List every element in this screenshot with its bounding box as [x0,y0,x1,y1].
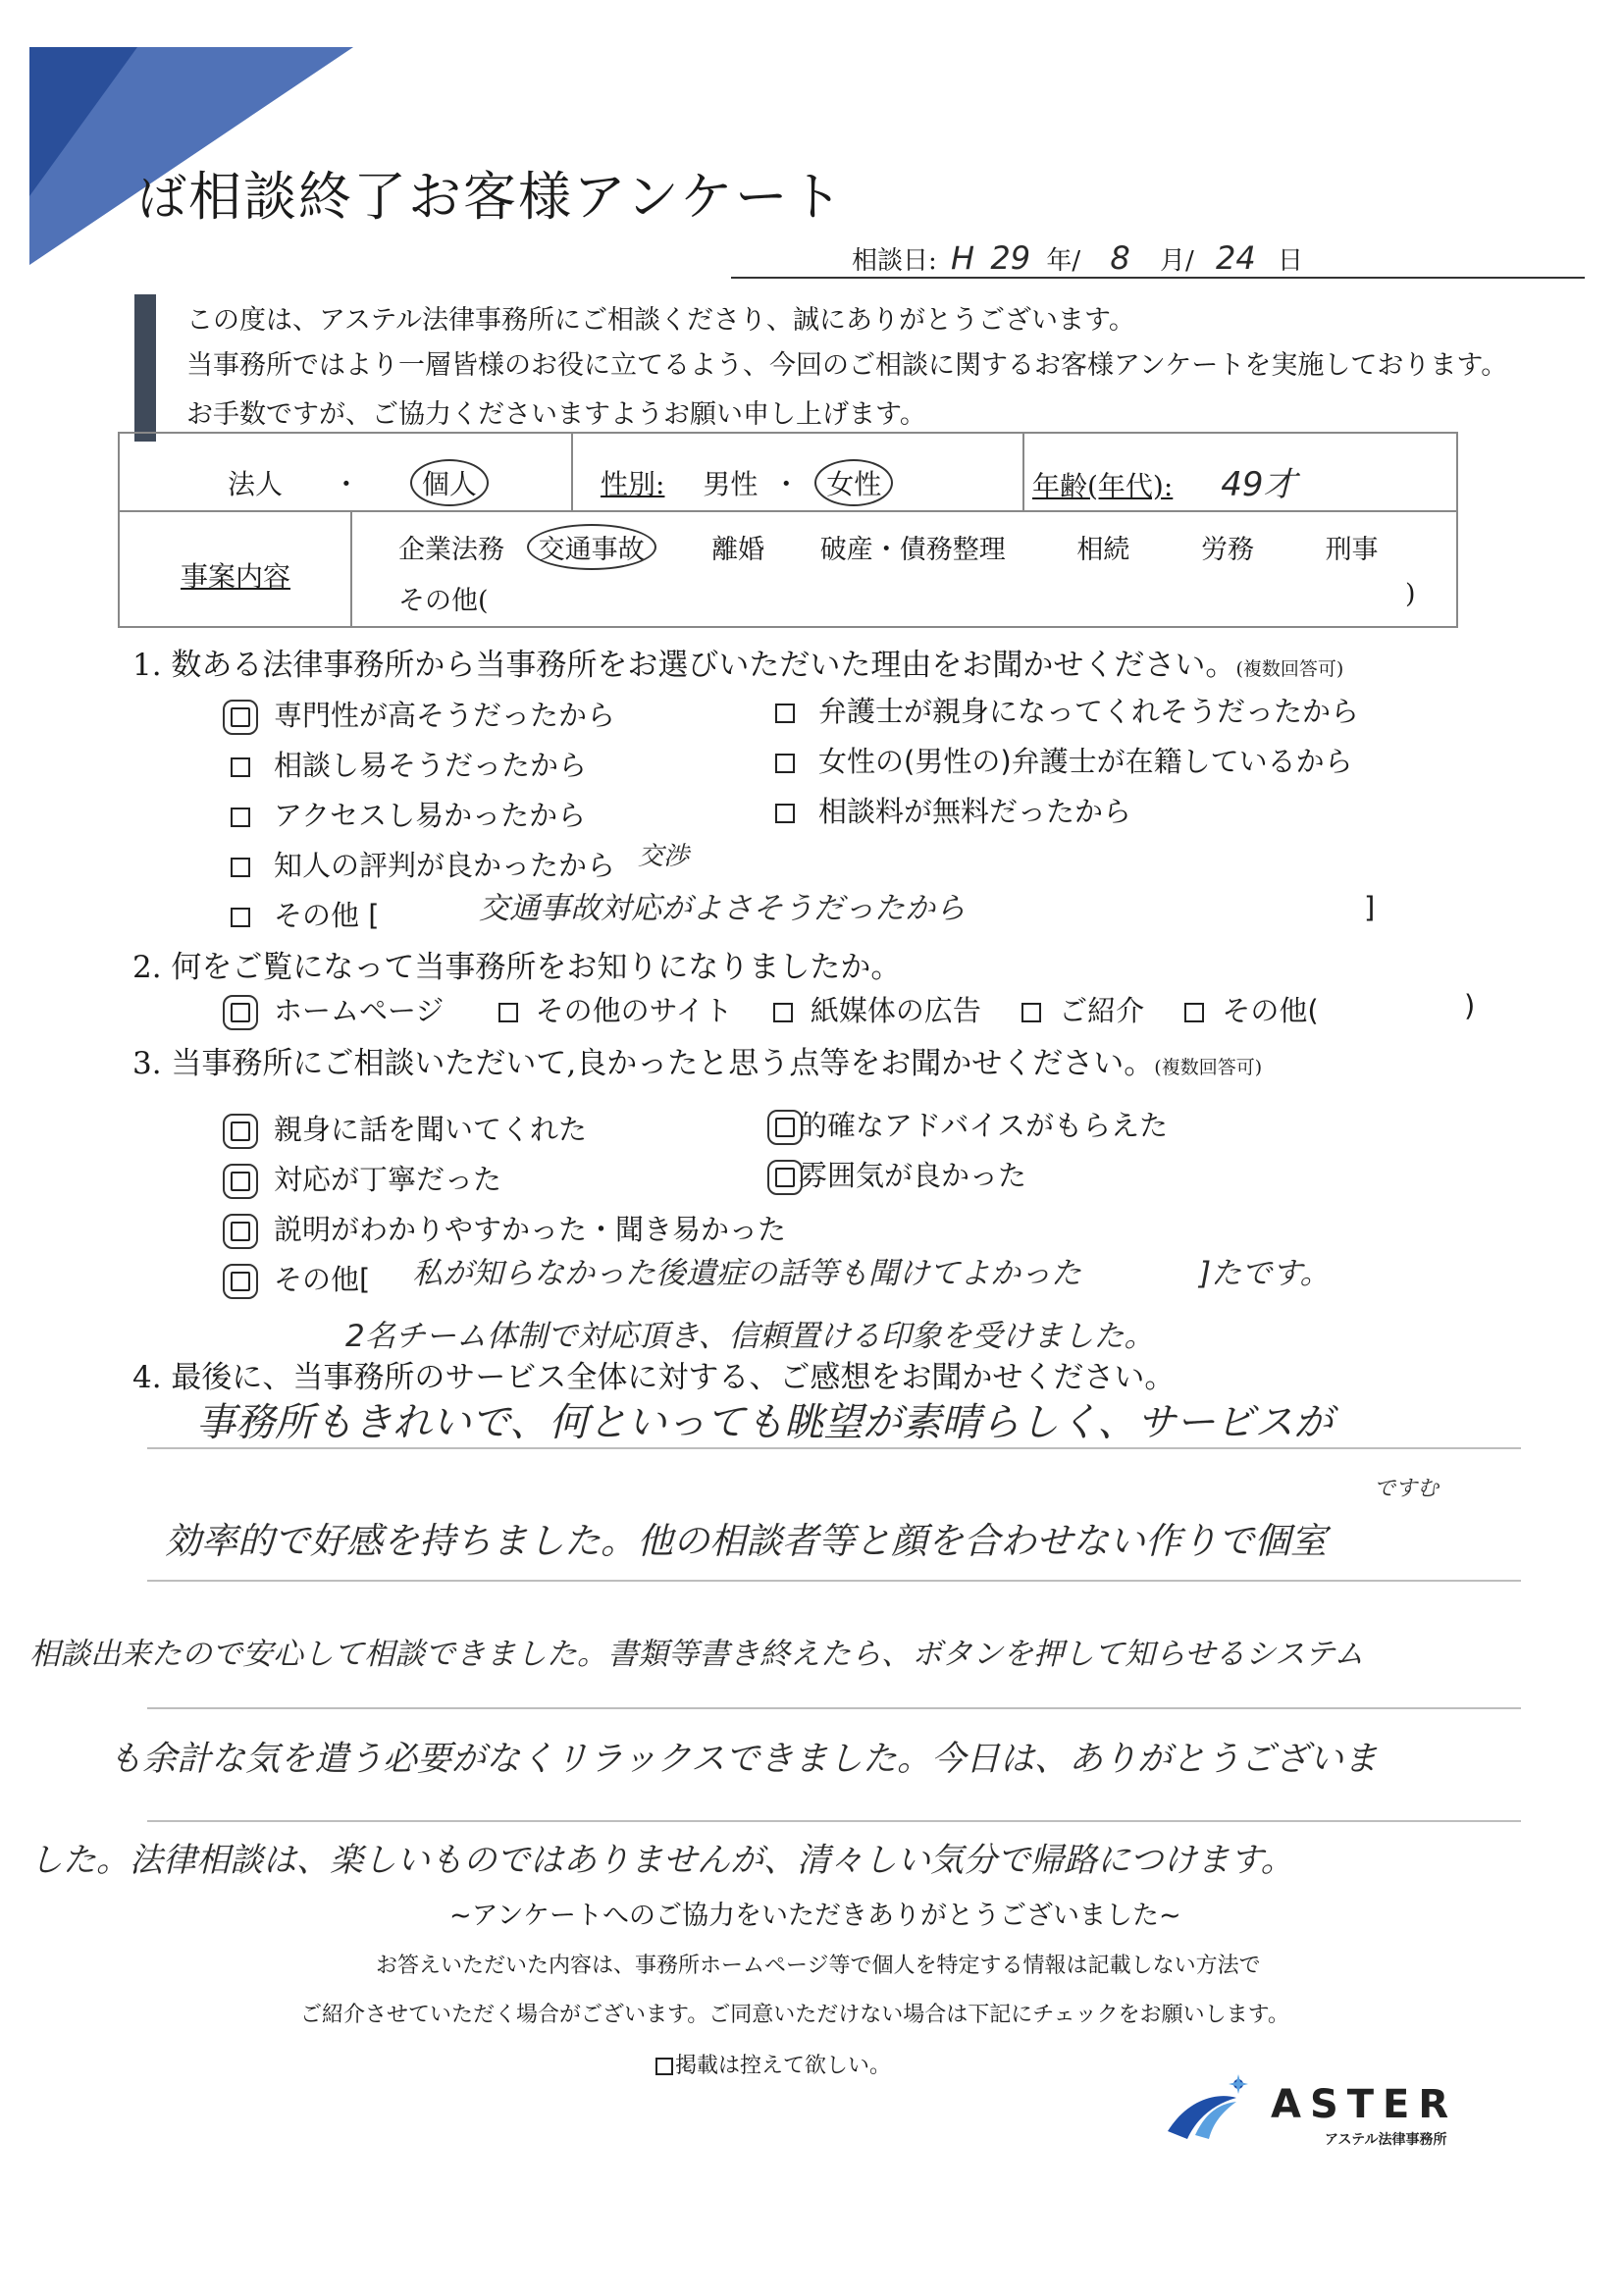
q3-other-text[interactable]: 私が知らなかった後遺症の話等も聞けてよかった [412,1256,1081,1291]
case-inheritance[interactable]: 相続 [1076,535,1130,565]
optout-option[interactable]: 掲載は控えて欲しい。 [655,2049,891,2079]
q1-title: 1. 数ある法律事務所から当事務所をお選びいただいた理由をお聞かせください。(複数回答可) [132,648,1344,683]
q3-option-other[interactable]: その他[ [231,1255,786,1305]
q3-other-text-2[interactable]: 2名チーム体制で対応頂き、信頼置ける印象を受けました。 [345,1319,1155,1354]
q4-insert: ですむ [1374,1477,1440,1501]
q3-right-options [775,1101,1168,1201]
q4-line-1[interactable]: 事務所もきれいで、何といっても眺望が素晴らしく、サービスが [196,1400,1334,1445]
q4-line-4[interactable]: も余計な気を遣う必要がなくリラックスできました。今日は、ありがとうございま [108,1740,1378,1779]
case-criminal[interactable]: 刑事 [1325,535,1379,565]
footer-note-1: お答えいただいた内容は、事務所ホームページ等で個人を特定する情報は記載しない方法で [376,1954,1261,1978]
corp-option[interactable]: 法人 [228,468,284,500]
checkbox-icon[interactable] [775,754,795,773]
checkbox-icon[interactable] [231,1222,250,1241]
checkbox-icon[interactable] [773,1003,793,1022]
consult-date: 相談日: H 29 年/ 8 月/ 24 日 [852,239,1304,277]
corner-banner [0,0,412,294]
answer-line [147,1447,1521,1449]
checkbox-icon[interactable] [775,1168,795,1187]
checkbox-icon[interactable] [1184,1003,1204,1022]
date-underline [731,277,1585,279]
case-other[interactable]: その他( [398,586,489,616]
q4-line-3[interactable]: 相談出来たので安心して相談できました。書類等書き終えたら、ボタンを押して知らせるシステム [29,1637,1364,1672]
profile-table: 法人 ・ 個人 性別: 男性 ・ 女性 年齢(年代): 49才 事案内容 企業法務 交通事故 離婚 破産・債務整理 相続 労務 刑事 その他( ) [118,432,1458,628]
checkbox-icon[interactable] [231,757,250,777]
checkbox-icon[interactable] [231,1122,250,1141]
case-labor[interactable]: 労務 [1200,535,1254,565]
q4-line-5[interactable]: した。法律相談は、楽しいものではありませんが、清々しい気分で帰路につけます。 [29,1841,1294,1880]
q1-option-free[interactable]: 相談料が無料だったから [775,787,1359,837]
q1-option-gender-lawyer[interactable]: 女性の(男性の)弁護士が在籍しているから [775,737,1359,787]
q1-option-easy-consult[interactable]: 相談し易そうだったから [231,741,615,791]
checkbox-icon[interactable] [231,1172,250,1191]
checkbox-icon[interactable] [231,858,250,877]
checkbox-icon[interactable] [655,2058,673,2075]
female-option[interactable]: 女性 [814,459,893,506]
checkbox-icon[interactable] [498,1003,518,1022]
page-title: ば相談終了お客様アンケート [137,166,845,228]
q1-other-insert: 交渉 [638,842,690,871]
q1-option-caring-lawyer[interactable]: 弁護士が親身になってくれそうだったから [775,687,1359,737]
q1-option-reputation[interactable]: 知人の評判が良かったから [231,841,615,891]
q2-option-homepage[interactable]: ホームページ [231,994,444,1027]
intro-bar [134,294,156,442]
answer-line [147,1580,1521,1582]
age-value[interactable]: 49才 [1221,465,1297,504]
checkbox-icon[interactable] [231,808,250,827]
intro-line-1: この度は、アステル法律事務所にご相談くださり、誠にありがとうございます。 [186,305,1135,336]
q1-option-access[interactable]: アクセスし易かったから [231,791,615,841]
date-year: 29 [990,239,1031,277]
checkbox-icon[interactable] [231,908,250,927]
checkbox-icon[interactable] [1021,1003,1041,1022]
title-strike: ば [137,170,188,227]
q2-option-other[interactable]: その他( [1184,994,1318,1027]
date-label: 相談日: [852,246,937,276]
checkbox-icon[interactable] [775,804,795,823]
q2-option-other-site[interactable]: その他のサイト [498,994,733,1027]
checkbox-icon[interactable] [775,704,795,723]
date-month: 8 [1110,239,1130,277]
footer-note-2: ご紹介させていただく場合がございます。ご同意いただけない場合は下記にチェックをお願いします。 [300,2003,1289,2027]
q3-option-polite[interactable]: 対応が丁寧だった [231,1155,786,1205]
intro-line-3: お手数ですが、ご協力くださいますようお願い申し上げます。 [186,399,926,430]
q1-option-expertise[interactable]: 専門性が高そうだったから [231,691,615,741]
age-label: 年齢(年代): [1032,470,1174,502]
q1-other-text[interactable]: 交通事故対応がよさそうだったから [479,891,966,926]
intro-line-2: 当事務所ではより一層皆様のお役に立てるよう、今回のご相談に関するお客様アンケートを実施しております。 [186,350,1508,381]
case-traffic[interactable]: 交通事故 [527,524,656,570]
individual-option[interactable]: 個人 [410,459,489,506]
case-types [398,524,1379,570]
case-divorce[interactable]: 離婚 [711,535,765,565]
date-era: H [951,239,975,277]
logo-name: ASTER [1271,2082,1458,2127]
logo-subtitle: アステル法律事務所 [1325,2132,1447,2148]
q2-options [231,989,1319,1029]
thanks-line: ~アンケートへのご協力をいただきありがとうございました~ [449,1901,1181,1931]
answer-line [147,1707,1521,1709]
q1-option-other[interactable]: その他 [ [231,891,615,941]
case-bankruptcy[interactable]: 破産・債務整理 [819,535,1006,565]
checkbox-icon[interactable] [775,1118,795,1137]
q2-option-referral[interactable]: ご紹介 [1021,994,1144,1027]
case-label: 事案内容 [181,560,291,593]
q2-title: 2. 何をご覧になって当事務所をお知りになりましたか。 [132,950,902,985]
date-day: 24 [1216,239,1256,277]
checkbox-icon[interactable] [231,707,250,727]
gender-label: 性別: [601,468,665,500]
q3-option-atmosphere[interactable]: 雰囲気が良かった [775,1151,1168,1201]
aster-logo-icon [1158,2070,1256,2149]
q3-option-advice[interactable]: 的確なアドバイスがもらえた [775,1101,1168,1151]
q4-line-2[interactable]: 効率的で好感を持ちました。他の相談者等と顔を合わせない作りで個室 [165,1520,1327,1562]
q1-right-options [775,687,1359,837]
q3-option-clear[interactable]: 説明がわかりやすかった・聞き易かった [231,1205,786,1255]
male-option[interactable]: 男性 [703,468,759,500]
case-corporate[interactable]: 企業法務 [398,535,504,565]
answer-line [147,1820,1521,1822]
q3-title: 3. 当事務所にご相談いただいて,良かったと思う点等をお聞かせください。(複数回答可) [132,1046,1263,1081]
q2-option-print-ad[interactable]: 紙媒体の広告 [773,994,981,1027]
q4-title: 4. 最後に、当事務所のサービス全体に対する、ご感想をお聞かせください。 [132,1360,1176,1395]
q3-option-listened[interactable]: 親身に話を聞いてくれた [231,1105,786,1155]
checkbox-icon[interactable] [231,1272,250,1291]
checkbox-icon[interactable] [231,1003,250,1022]
q3-other-tail: ]たです。 [1199,1256,1331,1291]
